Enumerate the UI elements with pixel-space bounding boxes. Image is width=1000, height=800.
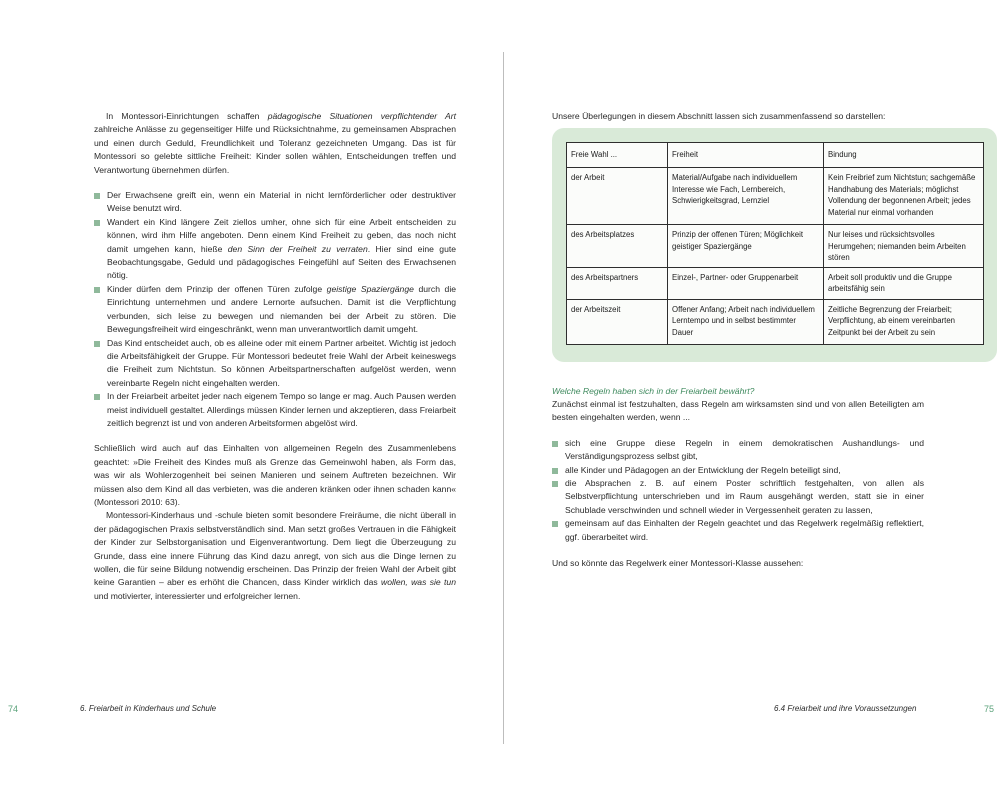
table-cell: der Arbeitszeit	[567, 299, 668, 344]
summary-table-panel	[552, 128, 997, 362]
table-cell: des Arbeitspartners	[567, 267, 668, 299]
table-header-row	[567, 143, 984, 168]
table-cell: Prinzip der offenen Türen; Möglichkeit geistiger Spaziergänge	[668, 225, 824, 268]
table-row	[567, 267, 984, 299]
intro-text-rest: zahlreiche Anlässe zu gegenseitiger Hilfe und Rücksichtnahme, zu gemeinsamen Absprachen und einen durch Geduld, Freundlichkeit und Toleranz gezeichneten Umgang. Das ist für Montessori so gelebte sittliche Freiheit: Kinder sollen wählen, Entscheidungen treffen und Verantwortung übernehmen dürfen.	[94, 124, 456, 175]
right-body	[552, 398, 924, 544]
table-cell: Kein Freibrief zum Nichtstun; sachgemäße Handhabung des Materials; möglichst Vollendung der begonnenen Arbeit; jedes Material nur einmal vorhanden	[824, 168, 984, 225]
page-number-left: 74	[8, 704, 19, 714]
intro-emphasis: pädagogische Situationen verpflichtender Art	[267, 111, 457, 121]
page-number-right: 75	[984, 704, 995, 714]
intro-text: In Montessori-Einrichtungen schaffen	[106, 111, 268, 121]
quote-paragraph: Schließlich wird auch auf das Einhalten von allgemeinen Regeln des Zusammenlebens geachtet: »Die Freiheit des Kindes muß als Grenze das Gemeinwohl haben, als Form das, was wir als Wohlerzogenheit bei seinen Manieren und seinem Auftreten bezeichnen. Wir müssen also dem Kind all das verbieten, was die anderen kränken oder ihnen schaden kann« (Montessori 2010: 63).	[94, 443, 456, 507]
header-freiheit: Freiheit	[668, 143, 824, 168]
table-intro: Unsere Überlegungen in diesem Abschnitt lassen sich zusammenfassend so darstellen:	[552, 111, 886, 121]
table-cell: Material/Aufgabe nach individuellem Interesse wie Fach, Lernbereich, Schwierigkeitsgrad, Lernziel	[668, 168, 824, 225]
list-item: In der Freiarbeit arbeitet jeder nach eigenem Tempo so lange er mag. Auch Pausen werden meist individuell gestaltet. Allerdings müssen Kinder lernen und akzeptieren, dass Freiarbeit zeitlich begrenzt ist und von anderen Arbeitsformen abgelöst wird.	[94, 390, 456, 430]
list-item: gemeinsam auf das Einhalten der Regeln geachtet und das Regelwerk regelmäßig reflektiert, ggf. überarbeitet wird.	[552, 517, 924, 544]
table-cell: der Arbeit	[567, 168, 668, 225]
list-item: Wandert ein Kind längere Zeit ziellos umher, ohne sich für eine Arbeit entscheiden zu können, wird ihm Hilfe angeboten. Denn einem Kind Freiheit zu geben, das noch nicht damit umgehen kann, hieße den Sinn der Freiheit zu verraten. Hier sind eine gute Beobachtungsgabe, Geduld und pädagogisches Feingefühl auf Seiten des Erwachsenen nötig.	[94, 216, 456, 283]
list-item: die Absprachen z. B. auf einem Poster schriftlich festgehalten, von allen als Selbstverpflichtung unterschrieben und im Raum ausgehängt werden, statt sie in einer Schublade verschwinden und schnell wieder in Vergessenheit geraten zu lassen,	[552, 477, 924, 517]
rules-subheading: Welche Regeln haben sich in der Freiarbeit bewährt?	[552, 386, 755, 396]
table-cell: Nur leises und rücksichtsvolles Herumgehen; niemanden beim Arbeiten stören	[824, 225, 984, 268]
intro-paragraph	[94, 110, 456, 177]
closing-paragraph: Montessori-Kinderhaus und -schule bieten somit besondere Freiräume, die nicht überall in der pädagogischen Praxis selbstverständlich sind. Man setzt großes Vertrauen in die Fähigkeit der Kinder zur Selbstorganisation und Eigenverantwortung. Dem liegt die Überzeugung zu Grunde, dass eine innere Führung das Kind dazu anregt, von sich aus die Dinge lernen zu wollen, die für seine Bildung notwendig erscheinen. Das Prinzip der freien Wahl der Arbeit gibt keine Garantien – aber es erhöht die Chancen, dass Kinder wirklich das wollen, was sie tun und motivierter, interessierter und erfolgreicher lernen.	[94, 510, 456, 601]
table-cell: Arbeit soll produktiv und die Gruppe arbeitsfähig sein	[824, 267, 984, 299]
table-cell: Zeitliche Begrenzung der Freiarbeit; Verpflichtung, ab einem vereinbarten Zeitpunkt bei der Arbeit zu sein	[824, 299, 984, 344]
left-body	[94, 110, 456, 603]
header-bindung: Bindung	[824, 143, 984, 168]
rules-bullet-list	[552, 437, 924, 544]
header-freie-wahl: Freie Wahl ...	[567, 143, 668, 168]
freedom-binding-table	[566, 142, 984, 345]
list-item: alle Kinder und Pädagogen an der Entwicklung der Regeln beteiligt sind,	[552, 464, 924, 477]
rules-intro-paragraph: Zunächst einmal ist festzuhalten, dass Regeln am wirksamsten sind und von allen Beteiligten am besten eingehalten werden, wenn ...	[552, 399, 924, 423]
table-cell: des Arbeitsplatzes	[567, 225, 668, 268]
list-item: sich eine Gruppe diese Regeln in einem demokratischen Aushandlungs- und Verständigungsprozess selbst gibt,	[552, 437, 924, 464]
table-row	[567, 225, 984, 268]
list-item: Das Kind entscheidet auch, ob es alleine oder mit einem Partner arbeitet. Wichtig ist jedoch die Arbeitsfähigkeit der Gruppe. Für Montessori bedeutet freie Wahl der Arbeit keineswegs die Freiheit zum Nichtstun. So können Arbeitspartnerschaften aufgelöst werden, wenn vereinbarte Regeln nicht eingehalten werden.	[94, 337, 456, 391]
list-item: Der Erwachsene greift ein, wenn ein Material in nicht lernförderlicher oder destruktiver Weise benutzt wird.	[94, 189, 456, 216]
table-row	[567, 168, 984, 225]
running-footer-left: 6. Freiarbeit in Kinderhaus und Schule	[80, 704, 217, 713]
closing-line: Und so könnte das Regelwerk einer Montessori-Klasse aussehen:	[552, 558, 804, 568]
right-page	[504, 0, 1000, 800]
running-footer-right: 6.4 Freiarbeit und ihre Voraussetzungen	[774, 704, 917, 713]
list-item: Kinder dürfen dem Prinzip der offenen Türen zufolge geistige Spaziergänge durch die Einrichtung unternehmen und andere Lernorte aufsuchen. Damit ist die Verpflichtung verbunden, sich leise zu bewegen und niemanden bei der Arbeit zu stören. Die Bewegungsfreiheit wird eingeschränkt, wenn man unverantwortlich damit umgeht.	[94, 283, 456, 337]
table-cell: Offener Anfang; Arbeit nach individuellem Lerntempo und in selbst bestimmter Dauer	[668, 299, 824, 344]
table-row	[567, 299, 984, 344]
table-cell: Einzel-, Partner- oder Gruppenarbeit	[668, 267, 824, 299]
freedom-bullet-list	[94, 189, 456, 430]
